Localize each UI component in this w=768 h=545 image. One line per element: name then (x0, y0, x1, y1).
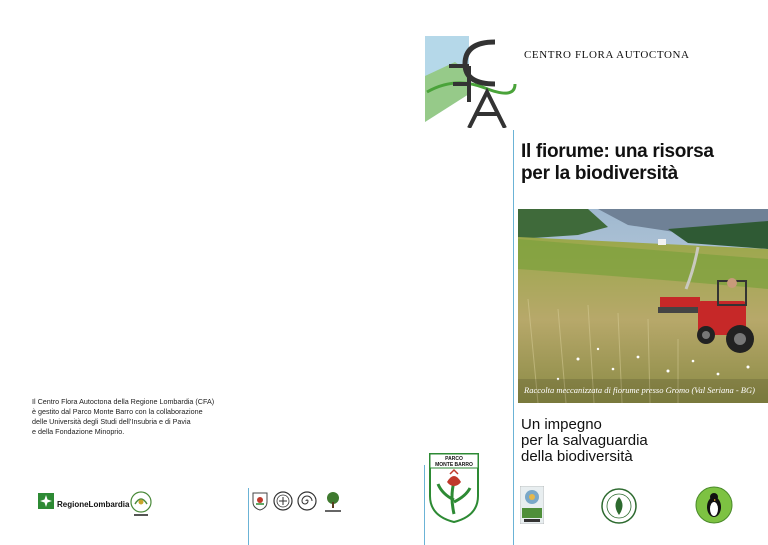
partner-seal-icon (128, 490, 154, 518)
penguin-badge-icon (694, 485, 734, 525)
cfa-logo (425, 36, 517, 128)
university-crest-icon (251, 491, 269, 511)
credit-line: delle Università degli Studi dell’Insubria e di Pavia (32, 417, 191, 426)
meadow-harvest-photo (518, 209, 768, 403)
subtitle-line: Un impegno (521, 416, 602, 433)
regione-lombardia-logo (38, 493, 54, 509)
credit-line: è gestito dal Parco Monte Barro con la collaborazione (32, 407, 203, 416)
divider-left (248, 488, 249, 545)
divider-middle (424, 465, 425, 545)
regione-lombardia-text: RegioneLombardia (57, 500, 130, 509)
spiral-seal-icon (297, 491, 317, 511)
credit-text (32, 397, 292, 437)
university-seal-icon (273, 491, 293, 511)
title-line: per la biodiversità (521, 163, 678, 184)
org-name: CENTRO FLORA AUTOCTONA (524, 49, 690, 61)
subtitle-line: per la salvaguardia (521, 432, 648, 449)
subtitle-line: della biodiversità (521, 448, 633, 465)
parco-monte-barro-logo (428, 452, 480, 524)
tree-logo-icon (322, 490, 344, 514)
photo-caption: Raccolta meccanizzata di fiorume presso Gromo (Val Seriana - BG) (524, 385, 755, 395)
credit-line: Il Centro Flora Autoctona della Regione Lombardia (CFA) (32, 397, 215, 406)
university-seal-green-icon (600, 487, 638, 525)
divider-panel (513, 130, 514, 545)
parco-badge-line1: PARCO (445, 456, 463, 462)
flora-card-logo (520, 486, 544, 524)
subtitle (521, 417, 761, 465)
page-title (521, 141, 761, 185)
credit-line: e della Fondazione Minoprio. (32, 427, 125, 436)
title-line: Il fiorume: una risorsa (521, 141, 714, 162)
parco-badge-line2: MONTE BARRO (435, 462, 473, 468)
